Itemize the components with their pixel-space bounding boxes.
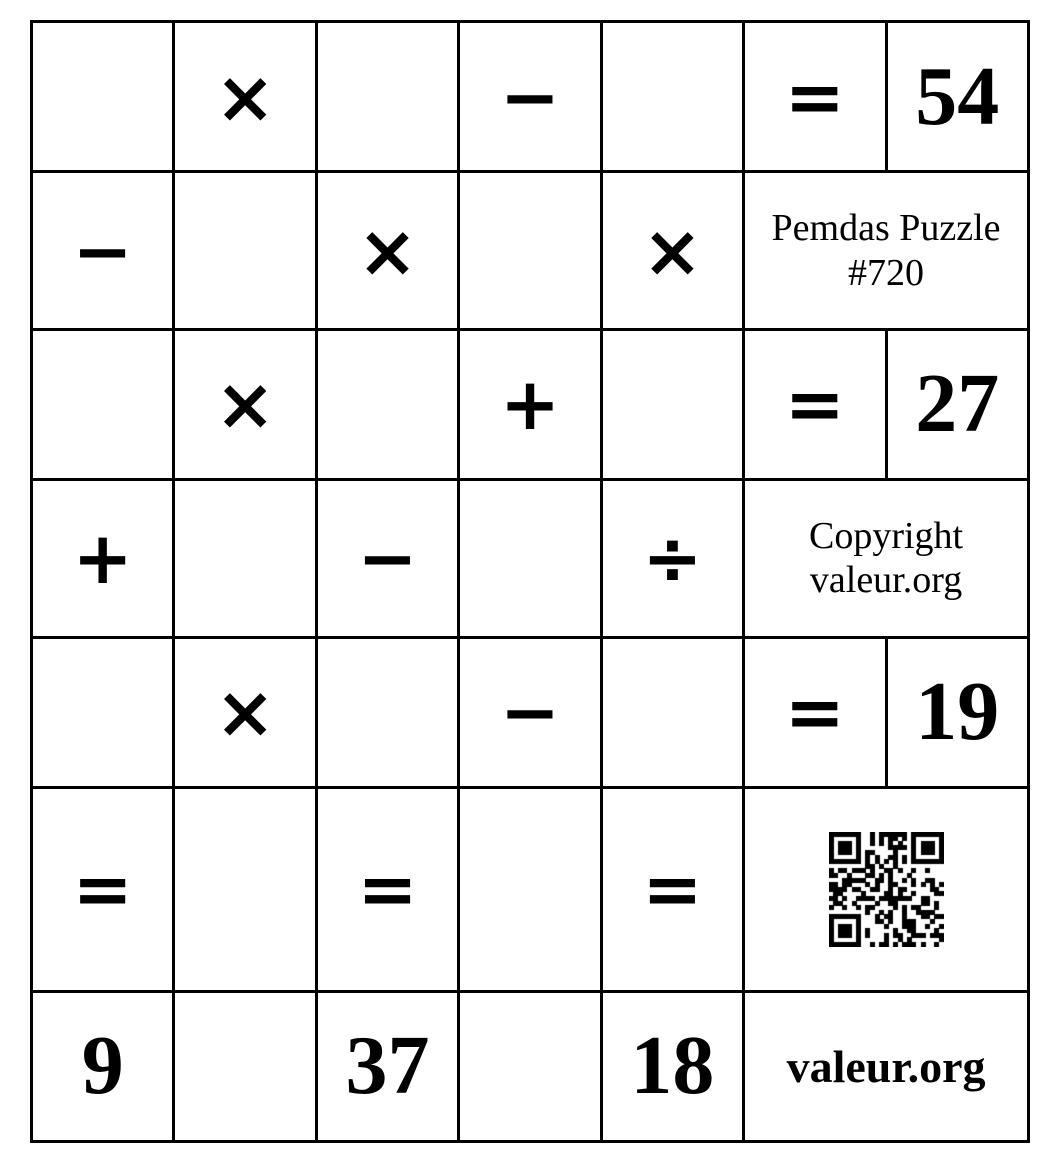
answer-cell-r5c5[interactable] [601,637,743,787]
operator-cell-minus: − [459,22,601,172]
result-cell-col1: 9 [32,991,174,1141]
operator-cell-plus: + [459,329,601,479]
operator-cell-equals: = [316,787,458,991]
column-results-row [32,991,1029,1141]
puzzle-title-cell [744,172,1029,329]
equals-row [32,787,1029,991]
operator-cell-times: × [174,329,316,479]
result-cell-row1: 54 [886,22,1028,172]
puzzle-title-line1: Pemdas Puzzle [771,207,1001,250]
result-cell-col5: 18 [601,991,743,1141]
answer-cell-r5c1[interactable] [32,637,174,787]
equation-row-2 [32,329,1029,479]
operator-cell-equals: = [601,787,743,991]
copyright-line1: Copyright [808,515,964,558]
answer-cell-r3c5[interactable] [601,329,743,479]
shaded-cell [174,991,316,1141]
shaded-cell [459,480,601,637]
shaded-cell [174,172,316,329]
operator-cell-times: × [316,172,458,329]
shaded-cell [174,787,316,991]
pemdas-puzzle-grid [30,20,1030,1143]
operator-cell-minus: − [316,480,458,637]
operator-cell-equals: = [744,637,886,787]
puzzle-title-line2: #720 [848,251,925,294]
operator-cell-times: × [601,172,743,329]
qr-code-cell [744,787,1029,991]
result-cell-row2: 27 [886,329,1028,479]
answer-cell-r3c1[interactable] [32,329,174,479]
operator-row-2 [32,480,1029,637]
operator-cell-minus: − [32,172,174,329]
operator-cell-equals: = [744,329,886,479]
qr-code-icon [829,832,944,947]
answer-cell-r5c3[interactable] [316,637,458,787]
operator-row-1 [32,172,1029,329]
puzzle-table [30,20,1030,1143]
shaded-cell [459,787,601,991]
result-cell-col3: 37 [316,991,458,1141]
shaded-cell [174,480,316,637]
brand-cell: valeur.org [744,991,1029,1141]
operator-cell-equals: = [32,787,174,991]
answer-cell-r3c3[interactable] [316,329,458,479]
equation-row-1 [32,22,1029,172]
equation-row-3 [32,637,1029,787]
copyright-cell [744,480,1029,637]
shaded-cell [459,172,601,329]
copyright-line2: valeur.org [809,559,963,602]
operator-cell-times: × [174,22,316,172]
operator-cell-times: × [174,637,316,787]
result-cell-row3: 19 [886,637,1028,787]
answer-cell-r1c3[interactable] [316,22,458,172]
answer-cell-r1c5[interactable] [601,22,743,172]
operator-cell-plus: + [32,480,174,637]
operator-cell-divide: ÷ [601,480,743,637]
answer-cell-r1c1[interactable] [32,22,174,172]
shaded-cell [459,991,601,1141]
operator-cell-equals: = [744,22,886,172]
operator-cell-minus: − [459,637,601,787]
